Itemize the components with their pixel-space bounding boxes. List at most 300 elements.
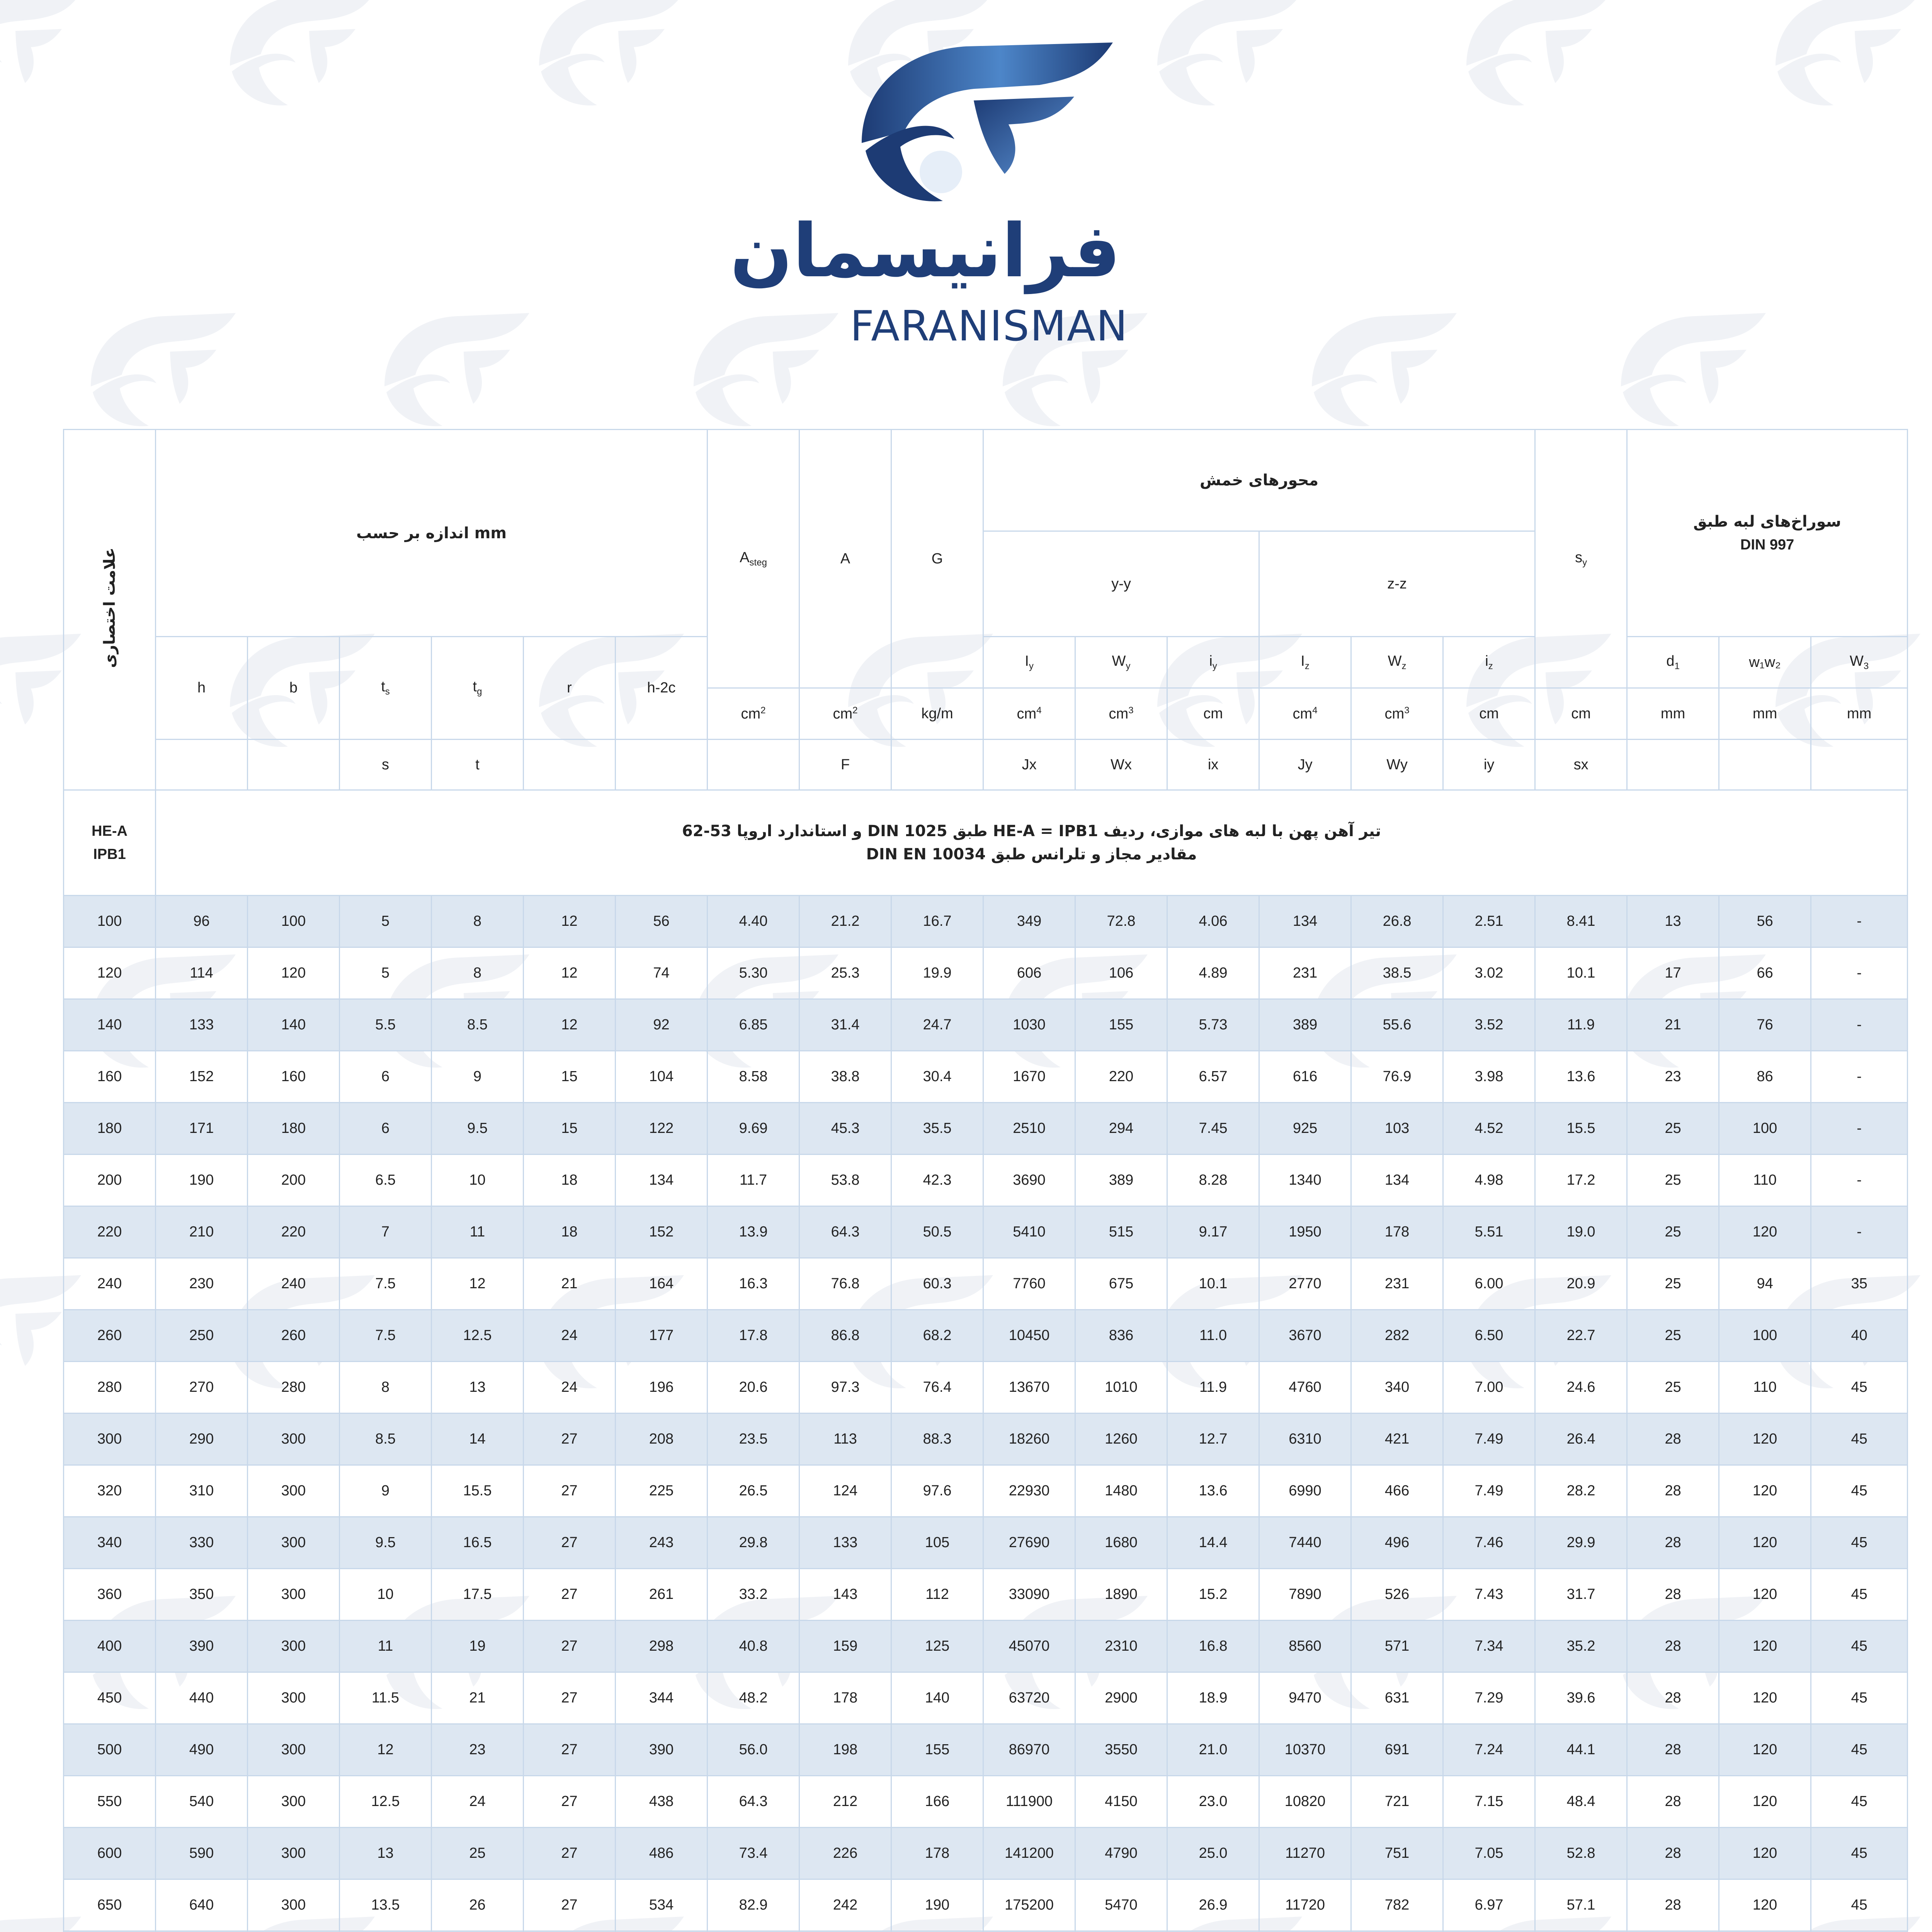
table-cell: 40 [1811, 1310, 1908, 1362]
table-cell: - [1811, 1155, 1908, 1206]
watermark-logo-icon [1774, 0, 1920, 108]
table-cell: 11.9 [1167, 1362, 1259, 1413]
table-cell: 28 [1627, 1517, 1719, 1569]
row-designation: 500 [64, 1724, 156, 1776]
table-cell: 590 [156, 1828, 248, 1879]
table-cell: 133 [799, 1517, 891, 1569]
alt-iy-radius: ix [1167, 740, 1259, 790]
table-cell: 120 [1719, 1569, 1811, 1621]
table-cell: 86970 [983, 1724, 1075, 1776]
table-cell: 120 [1719, 1672, 1811, 1724]
table-cell: 26 [432, 1879, 524, 1931]
unit-iy-radius: cm [1167, 688, 1259, 740]
table-cell: 27 [524, 1828, 616, 1879]
table-cell: 17.2 [1535, 1155, 1627, 1206]
table-cell: 9.5 [432, 1103, 524, 1155]
table-cell: 105 [891, 1517, 983, 1569]
col-w3: $W_3$ [1811, 637, 1908, 688]
table-cell: 300 [248, 1879, 340, 1931]
table-cell: 82.9 [707, 1879, 799, 1931]
table-cell: 10450 [983, 1310, 1075, 1362]
table-cell: 4.89 [1167, 947, 1259, 999]
table-cell: 27690 [983, 1517, 1075, 1569]
table-cell: 160 [248, 1051, 340, 1103]
unit-iz: $cm^4$ [1259, 688, 1351, 740]
table-cell: 113 [799, 1413, 891, 1465]
watermark-logo-icon [1619, 313, 1766, 429]
table-cell: 190 [891, 1879, 983, 1931]
table-cell: 300 [248, 1776, 340, 1828]
watermark-logo-icon [537, 0, 684, 108]
table-cell: 22.7 [1535, 1310, 1627, 1362]
table-cell: 3.98 [1443, 1051, 1535, 1103]
table-cell: 171 [156, 1103, 248, 1155]
row-designation: 280 [64, 1362, 156, 1413]
table-cell: 97.6 [891, 1465, 983, 1517]
alt-a: F [799, 740, 891, 790]
table-cell: 48.2 [707, 1672, 799, 1724]
table-cell: 2310 [1075, 1621, 1167, 1672]
table-cell: 120 [1719, 1413, 1811, 1465]
table-cell: 751 [1351, 1828, 1443, 1879]
table-row [64, 896, 1908, 947]
table-row [64, 1724, 1908, 1776]
table-cell: 9.69 [707, 1103, 799, 1155]
table-cell: 15.2 [1167, 1569, 1259, 1621]
table-cell: 35.5 [891, 1103, 983, 1155]
table-cell: 106 [1075, 947, 1167, 999]
table-cell: 5.30 [707, 947, 799, 999]
table-cell: 5470 [1075, 1879, 1167, 1931]
table-cell: 45 [1811, 1621, 1908, 1672]
table-cell: 25 [1627, 1310, 1719, 1362]
table-cell: 64.3 [707, 1776, 799, 1828]
table-cell: 243 [616, 1517, 707, 1569]
row-designation: 340 [64, 1517, 156, 1569]
table-cell: 8.41 [1535, 896, 1627, 947]
table-cell: 45 [1811, 1672, 1908, 1724]
table-cell: 200 [248, 1155, 340, 1206]
table-cell: 159 [799, 1621, 891, 1672]
table-cell: 26.4 [1535, 1413, 1627, 1465]
col-r: r [524, 637, 616, 740]
table-cell: 21 [1627, 999, 1719, 1051]
table-cell: 298 [616, 1621, 707, 1672]
table-cell: 1950 [1259, 1206, 1351, 1258]
table-cell: 3550 [1075, 1724, 1167, 1776]
table-cell: 300 [248, 1465, 340, 1517]
a-steg-header: $A_{steg}$ [707, 430, 799, 688]
table-cell: 212 [799, 1776, 891, 1828]
table-cell: 21.2 [799, 896, 891, 947]
table-row [64, 1051, 1908, 1103]
table-cell: 782 [1351, 1879, 1443, 1931]
table-cell: 74 [616, 947, 707, 999]
table-cell: 12 [340, 1724, 432, 1776]
watermark-logo-icon [1310, 313, 1457, 429]
table-cell: 18 [524, 1206, 616, 1258]
table-cell: 20.6 [707, 1362, 799, 1413]
table-row [64, 1776, 1908, 1828]
table-cell: 250 [156, 1310, 248, 1362]
table-cell: 20.9 [1535, 1258, 1627, 1310]
table-cell: 11.9 [1535, 999, 1627, 1051]
table-cell: 7.00 [1443, 1362, 1535, 1413]
table-cell: 231 [1259, 947, 1351, 999]
table-cell: 231 [1351, 1258, 1443, 1310]
brand-name-en: FARANISMAN [850, 302, 1128, 350]
table-cell: 114 [156, 947, 248, 999]
table-cell: 606 [983, 947, 1075, 999]
row-designation: 120 [64, 947, 156, 999]
table-row [64, 1206, 1908, 1258]
table-cell: 230 [156, 1258, 248, 1310]
table-cell: 190 [156, 1155, 248, 1206]
table-cell: 571 [1351, 1621, 1443, 1672]
table-cell: 7.49 [1443, 1413, 1535, 1465]
table-cell: 60.3 [891, 1258, 983, 1310]
table-cell: 120 [1719, 1621, 1811, 1672]
table-cell: 4790 [1075, 1828, 1167, 1879]
table-cell: 175200 [983, 1879, 1075, 1931]
table-cell: 26.5 [707, 1465, 799, 1517]
table-cell: 120 [1719, 1465, 1811, 1517]
table-cell: 11.7 [707, 1155, 799, 1206]
table-cell: 270 [156, 1362, 248, 1413]
table-cell: 7.5 [340, 1258, 432, 1310]
table-cell: 110 [1719, 1362, 1811, 1413]
table-cell: 12 [432, 1258, 524, 1310]
table-cell: 33090 [983, 1569, 1075, 1621]
table-row [64, 999, 1908, 1051]
table-cell: 526 [1351, 1569, 1443, 1621]
table-cell: 13 [432, 1362, 524, 1413]
sy-header: $s_y$ [1535, 430, 1627, 688]
table-cell: 280 [248, 1362, 340, 1413]
table-cell: 57.1 [1535, 1879, 1627, 1931]
table-cell: 45070 [983, 1621, 1075, 1672]
table-cell: 11720 [1259, 1879, 1351, 1931]
unit-g: kg/m [891, 688, 983, 740]
table-row [64, 1310, 1908, 1362]
table-cell: 3.02 [1443, 947, 1535, 999]
table-cell: 8.5 [340, 1413, 432, 1465]
row-designation: 180 [64, 1103, 156, 1155]
col-iz-radius: $i_z$ [1443, 637, 1535, 688]
table-cell: 72.8 [1075, 896, 1167, 947]
table-cell: 125 [891, 1621, 983, 1672]
table-row [64, 1569, 1908, 1621]
table-cell: 120 [1719, 1517, 1811, 1569]
table-cell: 178 [799, 1672, 891, 1724]
table-cell: 389 [1259, 999, 1351, 1051]
table-cell: 19 [432, 1621, 524, 1672]
alt-h2c [616, 740, 707, 790]
table-cell: 2510 [983, 1103, 1075, 1155]
table-cell: 120 [1719, 1828, 1811, 1879]
table-cell: 28 [1627, 1879, 1719, 1931]
table-cell: 180 [248, 1103, 340, 1155]
table-cell: 7890 [1259, 1569, 1351, 1621]
table-cell: 490 [156, 1724, 248, 1776]
table-cell: 350 [156, 1569, 248, 1621]
table-cell: 616 [1259, 1051, 1351, 1103]
table-cell: 16.5 [432, 1517, 524, 1569]
table-cell: 103 [1351, 1103, 1443, 1155]
table-row [64, 1103, 1908, 1155]
table-cell: 496 [1351, 1517, 1443, 1569]
table-cell: - [1811, 1103, 1908, 1155]
table-cell: 12 [524, 896, 616, 947]
table-cell: 2900 [1075, 1672, 1167, 1724]
table-cell: 12.5 [432, 1310, 524, 1362]
table-cell: 15 [524, 1103, 616, 1155]
row-designation: 220 [64, 1206, 156, 1258]
alt-wz: Wy [1351, 740, 1443, 790]
alt-sy: sx [1535, 740, 1627, 790]
table-cell: 178 [1351, 1206, 1443, 1258]
table-cell: 220 [1075, 1051, 1167, 1103]
table-cell: 38.5 [1351, 947, 1443, 999]
table-cell: 8 [432, 896, 524, 947]
table-cell: 28 [1627, 1672, 1719, 1724]
table-cell: 28 [1627, 1569, 1719, 1621]
row-designation: 160 [64, 1051, 156, 1103]
alt-a-steg [707, 740, 799, 790]
table-cell: 13 [340, 1828, 432, 1879]
row-designation: 550 [64, 1776, 156, 1828]
table-cell: 27 [524, 1413, 616, 1465]
table-cell: 68.2 [891, 1310, 983, 1362]
table-row [64, 1621, 1908, 1672]
table-cell: 24.7 [891, 999, 983, 1051]
brand-name-fa: فرانیسمان [730, 208, 1121, 294]
col-w1w2: w₁w₂ [1719, 637, 1811, 688]
col-wz: $W_z$ [1351, 637, 1443, 688]
series-description: تیر آهن پهن با لبه های موازی، ردیف HE-A = IPB1 طبق DIN 1025 و استاندارد اروپا 53-62 مقادیر مجاز و تلرانس طبق DIN EN 10034 [156, 790, 1908, 896]
table-cell: 39.6 [1535, 1672, 1627, 1724]
table-cell: 55.6 [1351, 999, 1443, 1051]
table-cell: 6 [340, 1051, 432, 1103]
bending-axes-header: محورهای خمش [983, 430, 1535, 531]
table-cell: 7.43 [1443, 1569, 1535, 1621]
table-cell: 26.9 [1167, 1879, 1259, 1931]
table-cell: 35.2 [1535, 1621, 1627, 1672]
table-cell: 9.17 [1167, 1206, 1259, 1258]
table-cell: 104 [616, 1051, 707, 1103]
table-cell: 13.9 [707, 1206, 799, 1258]
table-row [64, 1155, 1908, 1206]
table-row [64, 1672, 1908, 1724]
watermark-logo-icon [383, 313, 529, 429]
table-cell: 45 [1811, 1413, 1908, 1465]
unit-a: $cm^2$ [799, 688, 891, 740]
table-cell: 7.24 [1443, 1724, 1535, 1776]
table-cell: 45.3 [799, 1103, 891, 1155]
table-cell: 110 [1719, 1155, 1811, 1206]
table-cell: 42.3 [891, 1155, 983, 1206]
table-cell: 134 [616, 1155, 707, 1206]
table-cell: 50.5 [891, 1206, 983, 1258]
table-cell: 28 [1627, 1828, 1719, 1879]
alt-tg: t [432, 740, 524, 790]
table-cell: 27 [524, 1517, 616, 1569]
table-cell: 120 [248, 947, 340, 999]
table-cell: 13 [1627, 896, 1719, 947]
table-cell: 44.1 [1535, 1724, 1627, 1776]
table-cell: 300 [248, 1569, 340, 1621]
table-cell: 25 [1627, 1206, 1719, 1258]
table-cell: 16.3 [707, 1258, 799, 1310]
alt-h [156, 740, 248, 790]
table-cell: 225 [616, 1465, 707, 1517]
table-cell: 12.5 [340, 1776, 432, 1828]
table-cell: 15.5 [1535, 1103, 1627, 1155]
table-cell: 290 [156, 1413, 248, 1465]
flange-holes-header: سوراخ‌های لبه طبق DIN 997 [1627, 430, 1908, 637]
table-cell: - [1811, 1051, 1908, 1103]
table-cell: 23.0 [1167, 1776, 1259, 1828]
table-cell: 1010 [1075, 1362, 1167, 1413]
table-cell: 27 [524, 1776, 616, 1828]
table-cell: 92 [616, 999, 707, 1051]
table-cell: 96 [156, 896, 248, 947]
col-tg: $t_g$ [432, 637, 524, 740]
table-cell: 340 [1351, 1362, 1443, 1413]
table-cell: 6.97 [1443, 1879, 1535, 1931]
table-cell: 120 [1719, 1879, 1811, 1931]
table-cell: 1480 [1075, 1465, 1167, 1517]
table-cell: 10.1 [1167, 1258, 1259, 1310]
table-cell: 29.8 [707, 1517, 799, 1569]
table-cell: 134 [1259, 896, 1351, 947]
table-cell: 6.00 [1443, 1258, 1535, 1310]
table-cell: 25 [432, 1828, 524, 1879]
table-cell: 66 [1719, 947, 1811, 999]
table-cell: 13.5 [340, 1879, 432, 1931]
table-cell: 11 [432, 1206, 524, 1258]
table-cell: 23.5 [707, 1413, 799, 1465]
unit-a-steg: $cm^2$ [707, 688, 799, 740]
table-cell: 111900 [983, 1776, 1075, 1828]
table-cell: 25.3 [799, 947, 891, 999]
table-cell: 24.6 [1535, 1362, 1627, 1413]
table-cell: 40.8 [707, 1621, 799, 1672]
table-cell: 1890 [1075, 1569, 1167, 1621]
table-cell: 38.8 [799, 1051, 891, 1103]
table-cell: 10820 [1259, 1776, 1351, 1828]
table-cell: 27 [524, 1672, 616, 1724]
table-cell: 7 [340, 1206, 432, 1258]
eagle-logo-icon [858, 43, 1113, 205]
table-cell: 45 [1811, 1776, 1908, 1828]
table-cell: 45 [1811, 1569, 1908, 1621]
alt-b [248, 740, 340, 790]
table-cell: 120 [1719, 1206, 1811, 1258]
table-cell: 33.2 [707, 1569, 799, 1621]
col-d1: $d_1$ [1627, 637, 1719, 688]
table-cell: 300 [248, 1828, 340, 1879]
table-cell: 7.46 [1443, 1517, 1535, 1569]
table-cell: 6.85 [707, 999, 799, 1051]
table-cell: 17 [1627, 947, 1719, 999]
table-cell: 27 [524, 1569, 616, 1621]
table-cell: 18.9 [1167, 1672, 1259, 1724]
table-cell: 8 [432, 947, 524, 999]
table-cell: 721 [1351, 1776, 1443, 1828]
table-cell: 56 [1719, 896, 1811, 947]
row-designation: 260 [64, 1310, 156, 1362]
table-cell: 349 [983, 896, 1075, 947]
table-cell: 6.50 [1443, 1310, 1535, 1362]
table-cell: 534 [616, 1879, 707, 1931]
table-cell: 1340 [1259, 1155, 1351, 1206]
row-designation: 240 [64, 1258, 156, 1310]
table-cell: 13.6 [1535, 1051, 1627, 1103]
table-cell: 133 [156, 999, 248, 1051]
table-cell: 24 [524, 1310, 616, 1362]
table-cell: 3670 [1259, 1310, 1351, 1362]
g-header: G [891, 430, 983, 688]
table-cell: 330 [156, 1517, 248, 1569]
row-designation: 140 [64, 999, 156, 1051]
table-cell: 25 [1627, 1362, 1719, 1413]
table-cell: 140 [891, 1672, 983, 1724]
table-cell: 45 [1811, 1828, 1908, 1879]
table-cell: 8560 [1259, 1621, 1351, 1672]
table-cell: 12 [524, 999, 616, 1051]
table-cell: 300 [248, 1413, 340, 1465]
table-cell: 17.8 [707, 1310, 799, 1362]
table-cell: 6 [340, 1103, 432, 1155]
table-cell: 3690 [983, 1155, 1075, 1206]
table-row [64, 1879, 1908, 1931]
alt-w3 [1811, 740, 1908, 790]
table-cell: 25 [1627, 1155, 1719, 1206]
table-cell: 28 [1627, 1413, 1719, 1465]
table-row [64, 947, 1908, 999]
table-cell: 45 [1811, 1465, 1908, 1517]
table-cell: 5.51 [1443, 1206, 1535, 1258]
row-designation: 400 [64, 1621, 156, 1672]
table-cell: 3.52 [1443, 999, 1535, 1051]
table-cell: 25 [1627, 1103, 1719, 1155]
table-cell: 4.40 [707, 896, 799, 947]
unit-w1w2: mm [1719, 688, 1811, 740]
table-cell: 100 [1719, 1103, 1811, 1155]
unit-wy: $cm^3$ [1075, 688, 1167, 740]
unit-wz: $cm^3$ [1351, 688, 1443, 740]
a-header: A [799, 430, 891, 688]
table-cell: 8 [340, 1362, 432, 1413]
table-cell: 124 [799, 1465, 891, 1517]
table-cell: 76.4 [891, 1362, 983, 1413]
table-cell: 100 [1719, 1310, 1811, 1362]
watermark-logo-icon [228, 0, 375, 108]
designation-header: علامت اختصاری [64, 430, 156, 790]
table-cell: 7.15 [1443, 1776, 1535, 1828]
table-cell: 8.28 [1167, 1155, 1259, 1206]
table-cell: 30.4 [891, 1051, 983, 1103]
table-cell: 27 [524, 1621, 616, 1672]
row-designation: 650 [64, 1879, 156, 1931]
row-designation: 300 [64, 1413, 156, 1465]
table-row [64, 1465, 1908, 1517]
table-cell: 64.3 [799, 1206, 891, 1258]
table-cell: 1030 [983, 999, 1075, 1051]
table-cell: 220 [248, 1206, 340, 1258]
table-cell: 389 [1075, 1155, 1167, 1206]
